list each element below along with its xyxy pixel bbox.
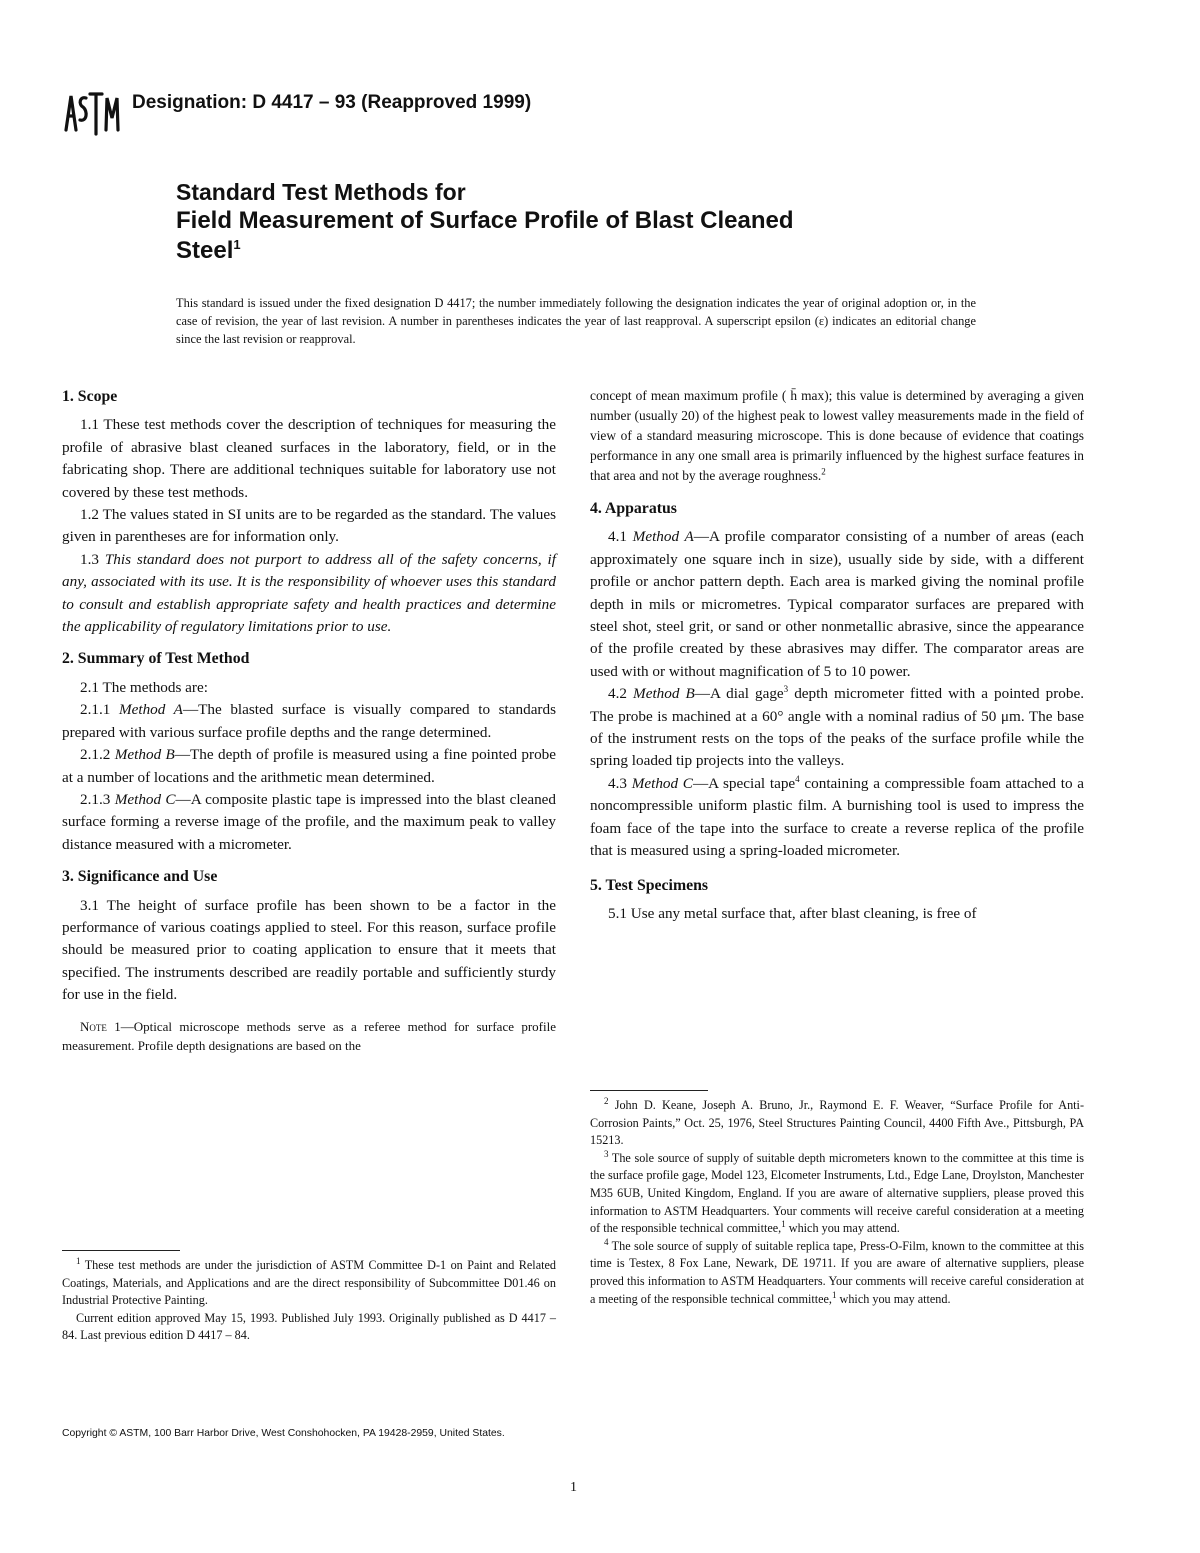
section-5-heading: 5. Test Specimens	[590, 876, 709, 894]
footnote-rule	[62, 1250, 180, 1251]
title-line-2: Field Measurement of Surface Profile of Blast Cleaned	[176, 207, 794, 234]
para-1-3: 1.3 This standard does not purport to address all of the safety concerns, if any, associated with its use. It is the responsibility of whoever uses this standard to consult and establish appropriate safety and health practices and determine the applicability of regulatory limitations prior to use.	[62, 550, 556, 636]
para-1-1: 1.1 These test methods cover the description of techniques for measuring the profile of abrasive blast cleaned surfaces in the laboratory, field, or in the fabricating shop. There are additional techniques suitable for laboratory use not covered by these test methods.	[62, 416, 556, 501]
footnote-4: $^4$ The sole source of supply of suitable replica tape, Press-O-Film, known to the committee at this time is Testex, 8 Fox Lane, Newark, DE 19711. If you are aware of alternative suppliers, please proved this information to ASTM Headquarters. Your comments will receive careful consideration at a meeting of the responsible technical committee,$^1$ which you may attend.	[590, 1236, 1084, 1306]
footnote-1b: Current edition approved May 15, 1993. Published July 1993. Originally published as D 4417 – 84. Last previous edition D 4417 – 84.	[62, 1310, 556, 1343]
para-2-1: 2.1 The methods are:	[80, 678, 208, 696]
para-1-2: 1.2 The values stated in SI units are to be regarded as the standard. The values given in parentheses are for information only.	[62, 506, 556, 546]
para-2-1-3: 2.1.3 Method C—A composite plastic tape is impressed into the blast cleaned surface forming a reverse image of the profile, and the maximum peak to valley distance measured with a micrometer.	[62, 790, 557, 853]
right-column	[590, 386, 1084, 925]
page-number: 1	[570, 1480, 577, 1495]
left-column	[62, 386, 556, 1055]
title-line-1: Standard Test Methods for	[176, 179, 466, 205]
para-4-3: 4.3 Method C—A special tape$^4$ containing a compressible foam attached to a noncompressible uniform plastic film. A burnishing tool is used to impress the foam face of the tape into the surface to create a reverse replica of the profile that is measured using a spring-loaded micrometer.	[590, 773, 1085, 860]
para-3-1: 3.1 The height of surface profile has been shown to be a factor in the performance of various coatings applied to steel. For this reason, surface profile should be measured prior to coating application to ensure that it meets that specified. The instruments described are readily portable and sufficiently sturdy for use in the field.	[62, 896, 556, 1004]
issue-note: This standard is issued under the fixed designation D 4417; the number immediately following the designation indicates the year of original adoption or, in the case of revision, the year of last revision. A number in parentheses indicates the year of last reapproval. A superscript epsilon (ε) indicates an editorial change since the last revision or reapproval.	[176, 296, 976, 346]
astm-logo-icon	[62, 82, 122, 138]
section-1-heading: 1. Scope	[62, 388, 118, 405]
section-3-heading: 3. Significance and Use	[62, 868, 218, 886]
section-2-heading: 2. Summary of Test Method	[62, 650, 250, 668]
para-5-1: 5.1 Use any metal surface that, after blast cleaning, is free of	[608, 904, 977, 922]
footnotes-left	[62, 1250, 556, 1345]
footnote-3: $^3$ The sole source of supply of suitable depth micrometers known to the committee at this time is the surface profile gage, Model 123, Elcometer Instruments, Ltd., Edge Lane, Droylston, Manchester M35 6UB, United Kingdom, England. If you are aware of alternative suppliers, please proved this information to ASTM Headquarters. Your comments will receive careful consideration at a meeting of the responsible technical committee,$^1$ which you may attend.	[590, 1148, 1084, 1236]
footnote-rule	[590, 1090, 708, 1091]
para-4-2: 4.2 Method B—A dial gage$^3$ depth micrometer fitted with a pointed probe. The probe is machined at a 60° angle with a nominal radius of 50 μm. The base of the instrument rests on the tops of the peaks of the surface profile while the spring loaded tip projects into the valleys.	[590, 684, 1085, 770]
footnote-2: $^2$ John D. Keane, Joseph A. Bruno, Jr., Raymond E. F. Weaver, “Surface Profile for Anti-Corrosion Paints,” Oct. 25, 1976, Steel Structures Painting Council, 4400 Fifth Ave., Pittsburgh, PA 15213.	[590, 1095, 1084, 1148]
para-4-1: 4.1 Method A—A profile comparator consisting of a number of areas (each approximately one square inch in size), usually side by side, with a different profile or anchor pattern depth. Each area is marked giving the nominal profile depth in mils or micrometres. Typical comparator surfaces are prepared with steel shot, steel grit, or sand or other nonmetallic abrasive, since the appearance of the profile created by these abrasives may differ. The comparator areas are used with or without magnification of 5 to 10 power.	[590, 528, 1084, 680]
title-line-3: Steel$^1$	[176, 237, 241, 264]
para-2-1-2: 2.1.2 Method B—The depth of profile is measured using a fine pointed probe at a number of locations and the arithmetic mean determined.	[62, 746, 557, 786]
title-footnote-ref: 1	[233, 237, 241, 252]
document-header	[62, 80, 531, 140]
designation: Designation: D 4417 – 93 (Reapproved 1999)	[132, 92, 532, 113]
copyright-notice: Copyright © ASTM, 100 Barr Harbor Drive, West Conshohocken, PA 19428-2959, United States.	[62, 1428, 505, 1439]
para-3-1-continued: concept of mean maximum profile ( h̄ max); this value is determined by averaging a given number (usually 20) of the highest peak to lowest valley measurements made in the field of view of a standard measuring microscope. This is done because of evidence that coatings performance in any one small area is primarily influenced by the highest surface features in that area and not by the average roughness.$^2$	[590, 388, 1084, 483]
note-1: Note 1—Optical microscope methods serve as a referee method for surface profile measurement. Profile depth designations are based on the	[62, 1018, 556, 1053]
section-4-heading: 4. Apparatus	[590, 500, 677, 517]
para-2-1-1: 2.1.1 Method A—The blasted surface is visually compared to standards prepared with various surface profile depths and the range determined.	[62, 701, 556, 741]
footnotes-right	[590, 1090, 1084, 1308]
footnote-1: $^1$ These test methods are under the jurisdiction of ASTM Committee D-1 on Paint and Related Coatings, Materials, and Applications and are the direct responsibility of Subcommittee D01.46 on Industrial Protective Painting.	[62, 1255, 556, 1308]
document-title	[176, 178, 1036, 266]
